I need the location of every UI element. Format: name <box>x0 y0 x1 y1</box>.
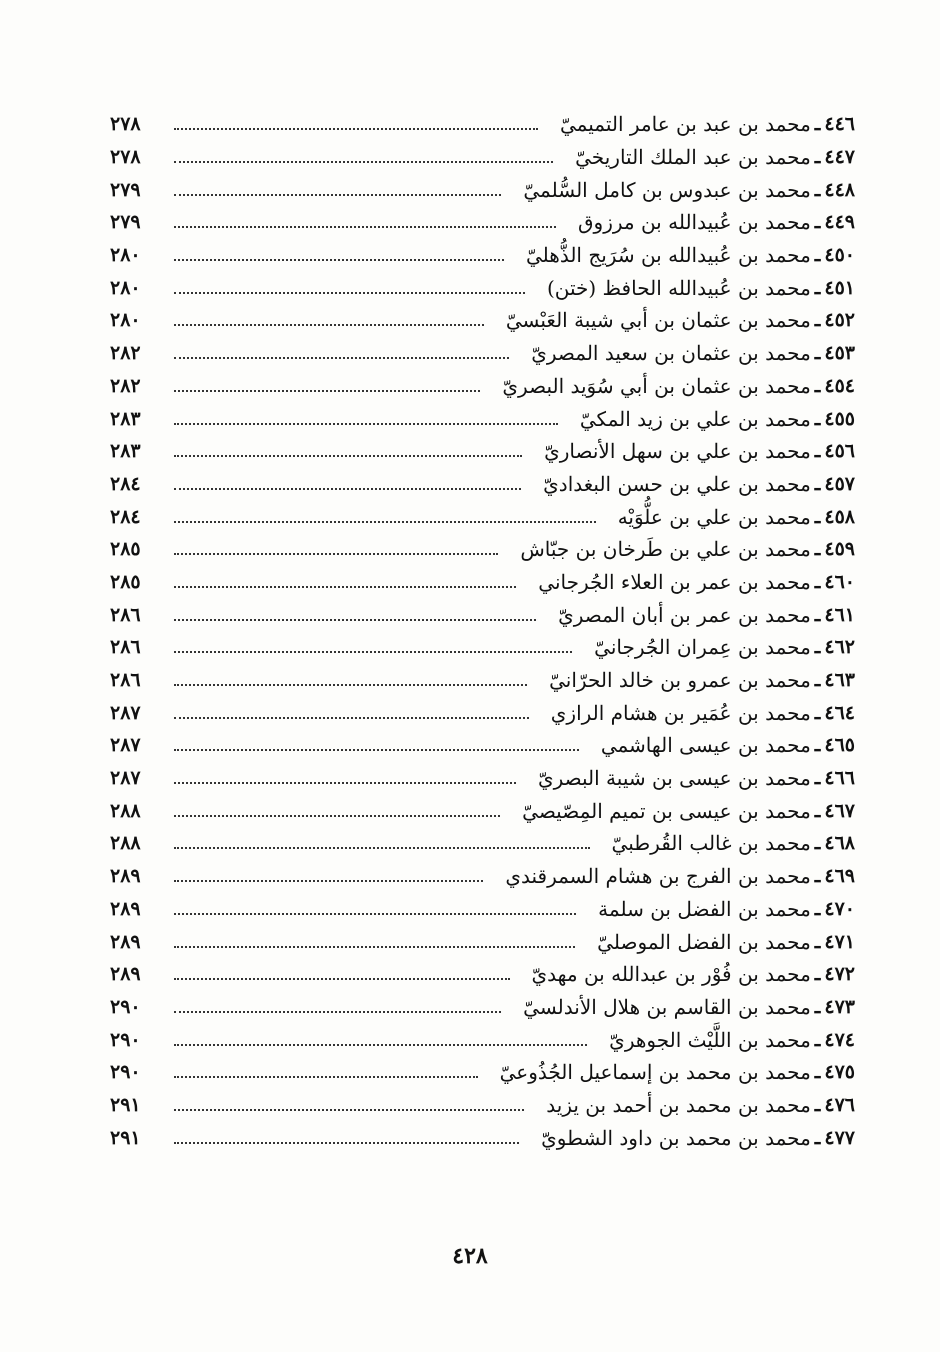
dot-leader <box>174 226 556 228</box>
entry-number: ٤٦١ <box>824 603 855 626</box>
toc-entry <box>110 794 855 827</box>
toc-entry-title <box>558 603 855 627</box>
toc-entry <box>110 991 855 1024</box>
toc-entry <box>110 1121 855 1154</box>
page-number: ٤٢٨ <box>452 1243 488 1269</box>
entry-number: ٤٥١ <box>824 276 855 299</box>
dot-leader <box>174 259 504 261</box>
entry-number: ٤٥٣ <box>824 342 855 365</box>
entry-number: ٤٥٧ <box>824 472 855 495</box>
entry-number: ٤٤٧ <box>824 146 855 169</box>
entry-page-number: ٢٧٩ <box>110 178 141 201</box>
toc-entry <box>110 1023 855 1056</box>
entry-number: ٤٦٥ <box>824 734 855 757</box>
toc-entry <box>110 468 855 501</box>
entry-page-number: ٢٧٨ <box>110 113 141 136</box>
entry-dash: ـ <box>814 178 821 201</box>
entry-dash: ـ <box>814 440 821 463</box>
entry-number: ٤٦٣ <box>824 669 855 692</box>
entry-dash: ـ <box>814 767 821 790</box>
entry-number: ٤٦٩ <box>824 865 855 888</box>
entry-page-number: ٢٧٩ <box>110 211 141 234</box>
entry-name: محمد بن عُبيدالله بن سُرَيج الذُّهليّ <box>525 243 811 268</box>
entry-name: محمد بن عُبيدالله الحافظ (ختن) <box>546 275 811 300</box>
toc-entry-title <box>575 145 855 169</box>
entry-name: محمد بن علي بن زيد المكيّ <box>579 406 811 431</box>
toc-entry-title <box>538 570 855 594</box>
toc-entry <box>110 402 855 435</box>
entry-page-number: ٢٩١ <box>110 1093 141 1116</box>
entry-name: محمد بن عُمَير بن هشام الرازي <box>550 700 811 725</box>
toc-entry <box>110 500 855 533</box>
dot-leader <box>174 390 480 392</box>
toc-entry-title <box>541 1126 855 1150</box>
entry-dash: ـ <box>814 538 821 561</box>
entry-page-number: ٢٨٩ <box>110 930 141 953</box>
toc-entry-title <box>505 864 855 888</box>
entry-name: محمد بن اللَّيْث الجوهريّ <box>609 1027 811 1052</box>
entry-dash: ـ <box>814 799 821 822</box>
toc-entry <box>110 435 855 468</box>
dot-leader <box>174 978 510 980</box>
entry-dash: ـ <box>814 211 821 234</box>
entry-dash: ـ <box>814 865 821 888</box>
entry-page-number: ٢٨٢ <box>110 374 141 397</box>
toc-entry <box>110 893 855 926</box>
dot-leader <box>174 913 576 915</box>
toc-entry <box>110 206 855 239</box>
entry-dash: ـ <box>814 701 821 724</box>
dot-leader <box>174 423 558 425</box>
entry-page-number: ٢٨٤ <box>110 505 141 528</box>
entry-page-number: ٢٨٦ <box>110 603 141 626</box>
dot-leader <box>174 880 483 882</box>
entry-number: ٤٧٣ <box>824 995 855 1018</box>
entry-number: ٤٤٦ <box>824 113 855 136</box>
entry-page-number: ٢٩٠ <box>110 1061 141 1084</box>
entry-number: ٤٦٦ <box>824 767 855 790</box>
entry-page-number: ٢٨٨ <box>110 799 141 822</box>
entry-name: محمد بن الفرج بن هشام السمرقندي <box>505 864 811 889</box>
entry-dash: ـ <box>814 505 821 528</box>
entry-dash: ـ <box>814 734 821 757</box>
entry-name: محمد بن عمر بن العلاء الجُرجاني <box>538 569 811 594</box>
toc-entry-title <box>532 962 856 986</box>
entry-dash: ـ <box>814 603 821 626</box>
entry-name: محمد بن عثمان بن أبي شيبة العَبْسيّ <box>505 308 811 333</box>
toc-entry <box>110 631 855 664</box>
entry-dash: ـ <box>814 146 821 169</box>
entry-name: محمد بن عِمران الجُرجانيّ <box>594 635 811 660</box>
entry-dash: ـ <box>814 1061 821 1084</box>
toc-entry-title <box>502 374 855 398</box>
entry-name: محمد بن محمد بن إسماعيل الجُذُوعيّ <box>499 1060 811 1085</box>
dot-leader <box>174 651 572 653</box>
toc-entry-title <box>597 930 855 954</box>
entry-number: ٤٥٥ <box>824 407 855 430</box>
entry-number: ٤٤٩ <box>824 211 855 234</box>
toc-entry <box>110 141 855 174</box>
entry-dash: ـ <box>814 1093 821 1116</box>
entry-name: محمد بن محمد بن أحمد بن يزيد <box>546 1092 811 1117</box>
toc-entry <box>110 566 855 599</box>
entry-number: ٤٧٧ <box>824 1126 855 1149</box>
toc-entry-title <box>549 668 855 692</box>
toc-entry-title <box>612 831 855 855</box>
entry-dash: ـ <box>814 636 821 659</box>
dot-leader <box>174 1076 478 1078</box>
entry-page-number: ٢٨٩ <box>110 897 141 920</box>
toc-entry <box>110 337 855 370</box>
entry-dash: ـ <box>814 963 821 986</box>
dot-leader <box>174 488 521 490</box>
entry-name: محمد بن علي بن سهل الأنصاريّ <box>544 439 811 464</box>
entry-dash: ـ <box>814 407 821 430</box>
entry-page-number: ٢٧٨ <box>110 146 141 169</box>
dot-leader <box>174 749 579 751</box>
entry-name: محمد بن عثمان بن أبي سُوَيد البصريّ <box>502 373 811 398</box>
entry-page-number: ٢٨٧ <box>110 767 141 790</box>
toc-entry-title <box>543 472 855 496</box>
entry-dash: ـ <box>814 832 821 855</box>
toc-entry <box>110 860 855 893</box>
toc-entry-title <box>594 635 855 659</box>
entry-dash: ـ <box>814 374 821 397</box>
entry-number: ٤٧٥ <box>824 1061 855 1084</box>
entry-page-number: ٢٨٤ <box>110 472 141 495</box>
dot-leader <box>174 684 527 686</box>
toc-entry <box>110 925 855 958</box>
toc-entry <box>110 271 855 304</box>
entry-page-number: ٢٩٠ <box>110 995 141 1018</box>
entry-dash: ـ <box>814 930 821 953</box>
entry-dash: ـ <box>814 244 821 267</box>
entry-name: محمد بن عيسى الهاشمي <box>600 733 811 758</box>
toc-entry <box>110 370 855 403</box>
toc-entry-title <box>500 1060 855 1084</box>
dot-leader <box>174 1044 587 1046</box>
dot-leader <box>174 128 538 130</box>
toc-entry <box>110 1089 855 1122</box>
entry-name: محمد بن عثمان بن سعيد المصريّ <box>531 341 811 366</box>
entry-dash: ـ <box>814 897 821 920</box>
entry-page-number: ٢٨٥ <box>110 538 141 561</box>
entry-page-number: ٢٩٠ <box>110 1028 141 1051</box>
toc-entry-title <box>531 341 855 365</box>
entry-name: محمد بن عيسى بن تميم المِصّيصيّ <box>522 798 811 823</box>
entry-page-number: ٢٨٧ <box>110 701 141 724</box>
entry-dash: ـ <box>814 276 821 299</box>
dot-leader <box>174 717 529 719</box>
entry-name: محمد بن عمرو بن خالد الحرّانيّ <box>549 668 811 693</box>
toc-entry-title <box>598 897 855 921</box>
entry-name: محمد بن عمر بن أبان المصريّ <box>558 602 811 627</box>
toc-entry <box>110 827 855 860</box>
toc-entry-title <box>538 766 855 790</box>
toc-entry <box>110 1056 855 1089</box>
toc-entry <box>110 108 855 141</box>
entry-page-number: ٢٨٠ <box>110 309 141 332</box>
entry-page-number: ٢٨٦ <box>110 669 141 692</box>
entry-name: محمد بن علي بن طَرخان بن جبّاش <box>520 537 811 562</box>
entry-name: محمد بن عبد بن عامر التميميّ <box>559 112 811 137</box>
toc-entry-title <box>522 799 855 823</box>
toc-entry-title <box>526 243 855 267</box>
entry-name: محمد بن الفضل الموصليّ <box>597 929 811 954</box>
dot-leader <box>174 1011 501 1013</box>
entry-page-number: ٢٨٧ <box>110 734 141 757</box>
dot-leader <box>174 946 575 948</box>
entry-name: محمد بن القاسم بن هلال الأندلسيّ <box>523 994 811 1019</box>
toc-entry-title <box>580 407 855 431</box>
entry-number: ٤٥٢ <box>824 309 855 332</box>
entry-page-number: ٢٨٦ <box>110 636 141 659</box>
entry-dash: ـ <box>814 995 821 1018</box>
entry-number: ٤٧٦ <box>824 1093 855 1116</box>
entry-number: ٤٧٠ <box>824 897 855 920</box>
dot-leader <box>174 1109 524 1111</box>
entry-name: محمد بن غالب القُرطبيّ <box>611 831 811 856</box>
dot-leader <box>174 521 596 523</box>
toc-entry-title <box>520 537 855 561</box>
toc-entry-title <box>618 505 855 529</box>
entry-dash: ـ <box>814 570 821 593</box>
entry-dash: ـ <box>814 113 821 136</box>
dot-leader <box>174 357 509 359</box>
dot-leader <box>174 815 500 817</box>
entry-dash: ـ <box>814 1126 821 1149</box>
entry-name: محمد بن محمد بن داود الشطويّ <box>541 1125 811 1150</box>
toc-entry <box>110 173 855 206</box>
entry-number: ٤٦٢ <box>824 636 855 659</box>
entry-dash: ـ <box>814 309 821 332</box>
toc-entry-title <box>523 995 855 1019</box>
entry-number: ٤٥٤ <box>824 374 855 397</box>
toc-entry <box>110 664 855 697</box>
entry-page-number: ٢٨٢ <box>110 342 141 365</box>
toc-entry <box>110 762 855 795</box>
entry-page-number: ٢٨٩ <box>110 865 141 888</box>
entry-page-number: ٢٨٣ <box>110 440 141 463</box>
toc-entry <box>110 598 855 631</box>
entry-page-number: ٢٨٠ <box>110 244 141 267</box>
entry-number: ٤٦٠ <box>824 570 855 593</box>
entry-number: ٤٥٩ <box>824 538 855 561</box>
toc-entry-title <box>544 439 855 463</box>
toc-entry-title <box>578 210 855 234</box>
entry-number: ٤٦٤ <box>824 701 855 724</box>
entry-number: ٤٧١ <box>824 930 855 953</box>
dot-leader <box>174 324 484 326</box>
dot-leader <box>174 619 536 621</box>
entry-name: محمد بن عيسى بن شيبة البصريّ <box>537 766 811 791</box>
toc-entry <box>110 958 855 991</box>
toc-entry-title <box>560 112 855 136</box>
dot-leader <box>174 292 525 294</box>
entry-dash: ـ <box>814 472 821 495</box>
toc-entry <box>110 304 855 337</box>
toc-entry-title <box>523 178 855 202</box>
entry-page-number: ٢٨٨ <box>110 832 141 855</box>
entry-name: محمد بن عبد الملك التاريخيّ <box>575 145 811 170</box>
entry-page-number: ٢٨٠ <box>110 276 141 299</box>
entry-name: محمد بن فُوْر بن عبدالله بن مهديّ <box>531 962 811 987</box>
toc-entry <box>110 696 855 729</box>
toc-entry-title <box>551 701 855 725</box>
entry-page-number: ٢٨٥ <box>110 570 141 593</box>
entry-number: ٤٧٢ <box>824 963 855 986</box>
entry-number: ٤٤٨ <box>824 178 855 201</box>
entry-dash: ـ <box>814 1028 821 1051</box>
entry-number: ٤٦٨ <box>824 832 855 855</box>
dot-leader <box>174 782 516 784</box>
entry-name: محمد بن عُبيدالله بن مرزوق <box>578 210 811 235</box>
dot-leader <box>174 1142 519 1144</box>
toc-entry-title <box>506 308 855 332</box>
entry-dash: ـ <box>814 342 821 365</box>
dot-leader <box>174 455 522 457</box>
entry-number: ٤٦٧ <box>824 799 855 822</box>
entry-page-number: ٢٨٣ <box>110 407 141 430</box>
toc-entry-title <box>546 1093 855 1117</box>
entry-number: ٤٧٤ <box>824 1028 855 1051</box>
entry-number: ٤٥٨ <box>824 505 855 528</box>
dot-leader <box>174 553 498 555</box>
dot-leader <box>174 847 590 849</box>
toc-entry <box>110 533 855 566</box>
entry-page-number: ٢٨٩ <box>110 963 141 986</box>
table-of-contents <box>110 108 855 1154</box>
toc-entry-title <box>601 733 855 757</box>
toc-entry <box>110 239 855 272</box>
toc-entry <box>110 729 855 762</box>
entry-number: ٤٥٠ <box>824 244 855 267</box>
dot-leader <box>174 194 501 196</box>
entry-dash: ـ <box>814 669 821 692</box>
entry-name: محمد بن علي بن علُّوَيْه <box>617 504 811 529</box>
dot-leader <box>174 586 516 588</box>
entry-number: ٤٥٦ <box>824 440 855 463</box>
entry-page-number: ٢٩١ <box>110 1126 141 1149</box>
dot-leader <box>174 161 553 163</box>
entry-name: محمد بن عبدوس بن كامل السُّلميّ <box>523 177 811 202</box>
entry-name: محمد بن علي بن حسن البغداديّ <box>543 471 811 496</box>
toc-entry-title <box>547 276 855 300</box>
toc-entry-title <box>609 1028 855 1052</box>
entry-name: محمد بن الفضل بن سلمة <box>598 896 811 921</box>
